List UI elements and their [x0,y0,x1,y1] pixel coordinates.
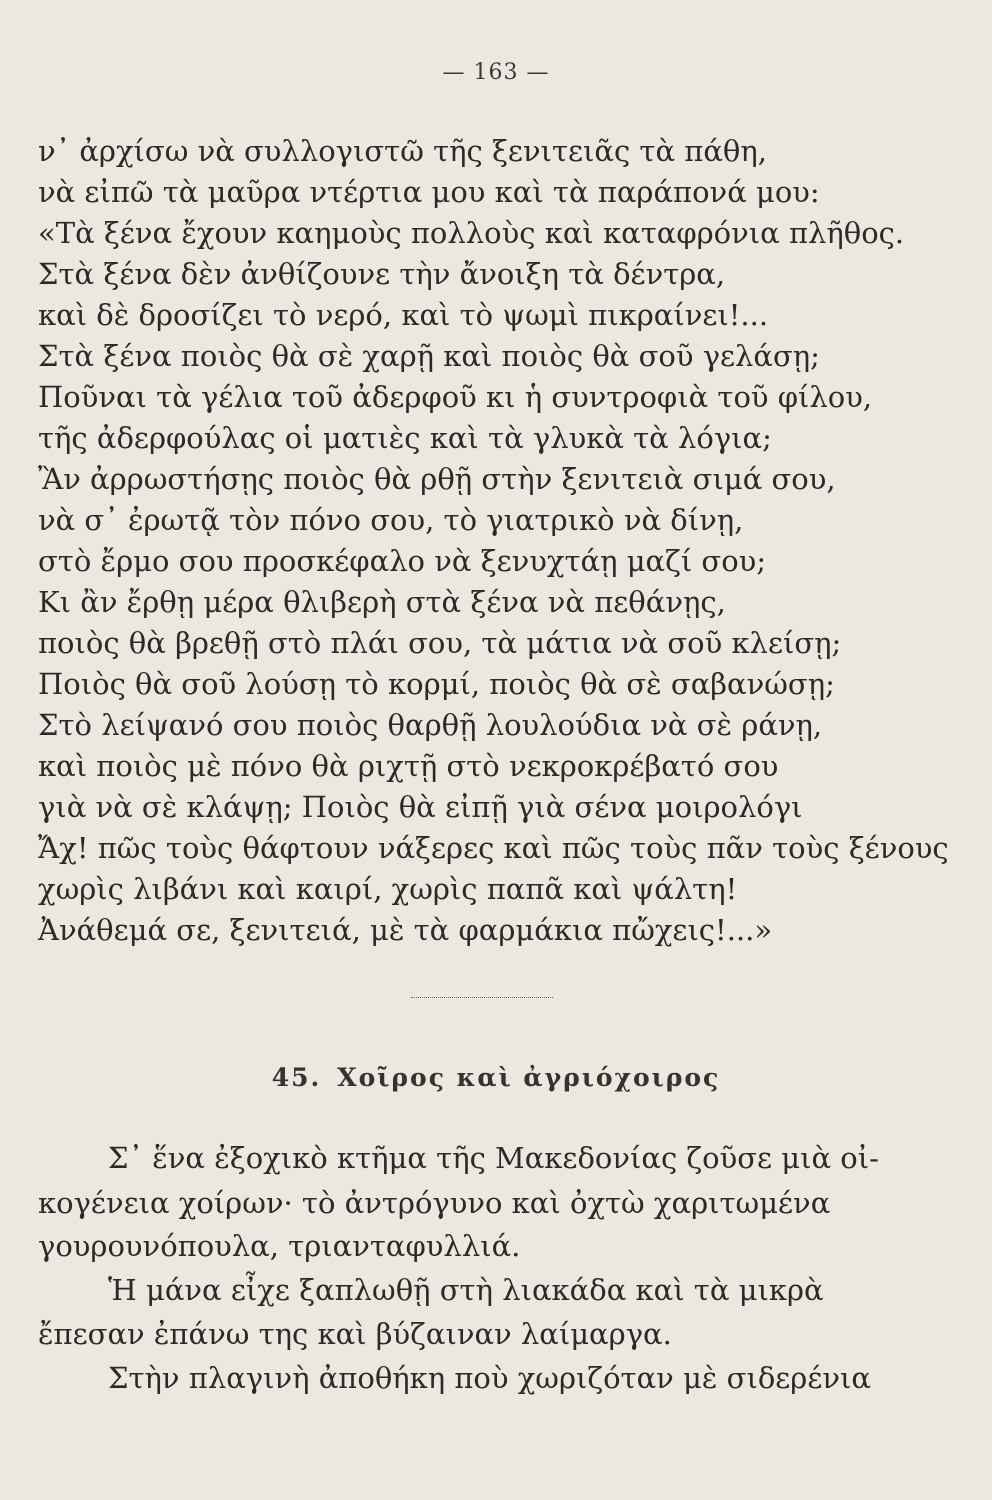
poem-line: Κι ἂν ἔρθῃ μέρα θλιβερὴ στὰ ξένα νὰ πεθάνῃς, [38,585,726,619]
poem-line: Ἂν ἀρρωστήσῃς ποιὸς θὰ ρθῇ στὴν ξενιτειὰ σιμά σου, [38,462,836,496]
page-number: — 163 — [442,60,550,85]
prose-line: κογένεια χοίρων· τὸ ἀντρόγυνο καὶ ὀχτὼ χαριτωμένα [38,1186,831,1220]
poem-line: Ἄχ! πῶς τοὺς θάφτουν νάξερες καὶ πῶς τοὺς πᾶν τοὺς ξένους [38,831,949,865]
poem-line: γιὰ νὰ σὲ κλάψῃ; Ποιὸς θὰ εἰπῇ γιὰ σένα μοιρολόγι [38,790,803,824]
poem-line: «Τὰ ξένα ἔχουν καημοὺς πολλοὺς καὶ καταφρόνια πλῆθος. [38,216,905,250]
prose-line: Σ᾿ ἕνα ἐξοχικὸ κτῆμα τῆς Μακεδονίας ζοῦσε μιὰ οἰ- [108,1141,879,1175]
poem-line: νὰ εἰπῶ τὰ μαῦρα ντέρτια μου καὶ τὰ παράπονά μου: [38,175,820,209]
poem-line: καὶ δὲ δροσίζει τὸ νερό, καὶ τὸ ψωμὶ πικραίνει!... [38,298,769,332]
poem-line: Ποῦναι τὰ γέλια τοῦ ἀδερφοῦ κι ἡ συντροφιὰ τοῦ φίλου, [38,380,873,414]
poem-line: Ποιὸς θὰ σοῦ λούσῃ τὸ κορμί, ποιὸς θὰ σὲ σαβανώσῃ; [38,667,835,701]
poem-line: στὸ ἔρμο σου προσκέφαλο νὰ ξενυχτάῃ μαζί σου; [38,544,767,578]
poem-line: ποιὸς θὰ βρεθῇ στὸ πλάι σου, τὰ μάτια νὰ σοῦ κλείσῃ; [38,626,842,660]
poem-line: τῆς ἀδερφούλας οἱ ματιὲς καὶ τὰ γλυκὰ τὰ λόγια; [38,421,772,455]
poem-line: χωρὶς λιβάνι καὶ καιρί, χωρὶς παπᾶ καὶ ψάλτη! [38,872,738,906]
poem-line: νὰ σ᾿ ἐρωτᾷ τὸν πόνο σου, τὸ γιατρικὸ νὰ δίνῃ, [38,503,744,537]
prose-line: Ἡ μάνα εἶχε ξαπλωθῇ στὴ λιακάδα καὶ τὰ μικρὰ [108,1273,824,1307]
poem-line: Στὰ ξένα δὲν ἀνθίζουνε τὴν ἄνοιξη τὰ δέντρα, [38,257,726,291]
poem-line: ν᾿ ἀρχίσω νὰ συλλογιστῶ τῆς ξενιτειᾶς τὰ πάθη, [38,134,767,168]
section-divider [411,997,553,998]
poem-line: καὶ ποιὸς μὲ πόνο θὰ ριχτῇ στὸ νεκροκρέβατό σου [38,749,779,783]
poem-line: Στὰ ξένα ποιὸς θὰ σὲ χαρῇ καὶ ποιὸς θὰ σοῦ γελάσῃ; [38,339,820,373]
section-title: Χοῖρος καὶ ἀγριόχοιρος [337,1063,721,1092]
section-number: 45. [271,1063,322,1092]
section-heading [0,1063,992,1092]
prose-line: Στὴν πλαγινὴ ἀποθήκη ποὺ χωριζόταν μὲ σιδερένια [108,1361,871,1395]
prose-line: γουρουνόπουλα, τριανταφυλλιά. [38,1229,521,1263]
poem-line: Ἀνάθεμά σε, ξενιτειά, μὲ τὰ φαρμάκια πὤχεις!...» [38,913,773,947]
poem-line: Στὸ λείψανό σου ποιὸς θαρθῇ λουλούδια νὰ σὲ ράνῃ, [38,708,823,742]
prose-line: ἔπεσαν ἐπάνω της καὶ βύζαιναν λαίμαργα. [38,1317,672,1351]
